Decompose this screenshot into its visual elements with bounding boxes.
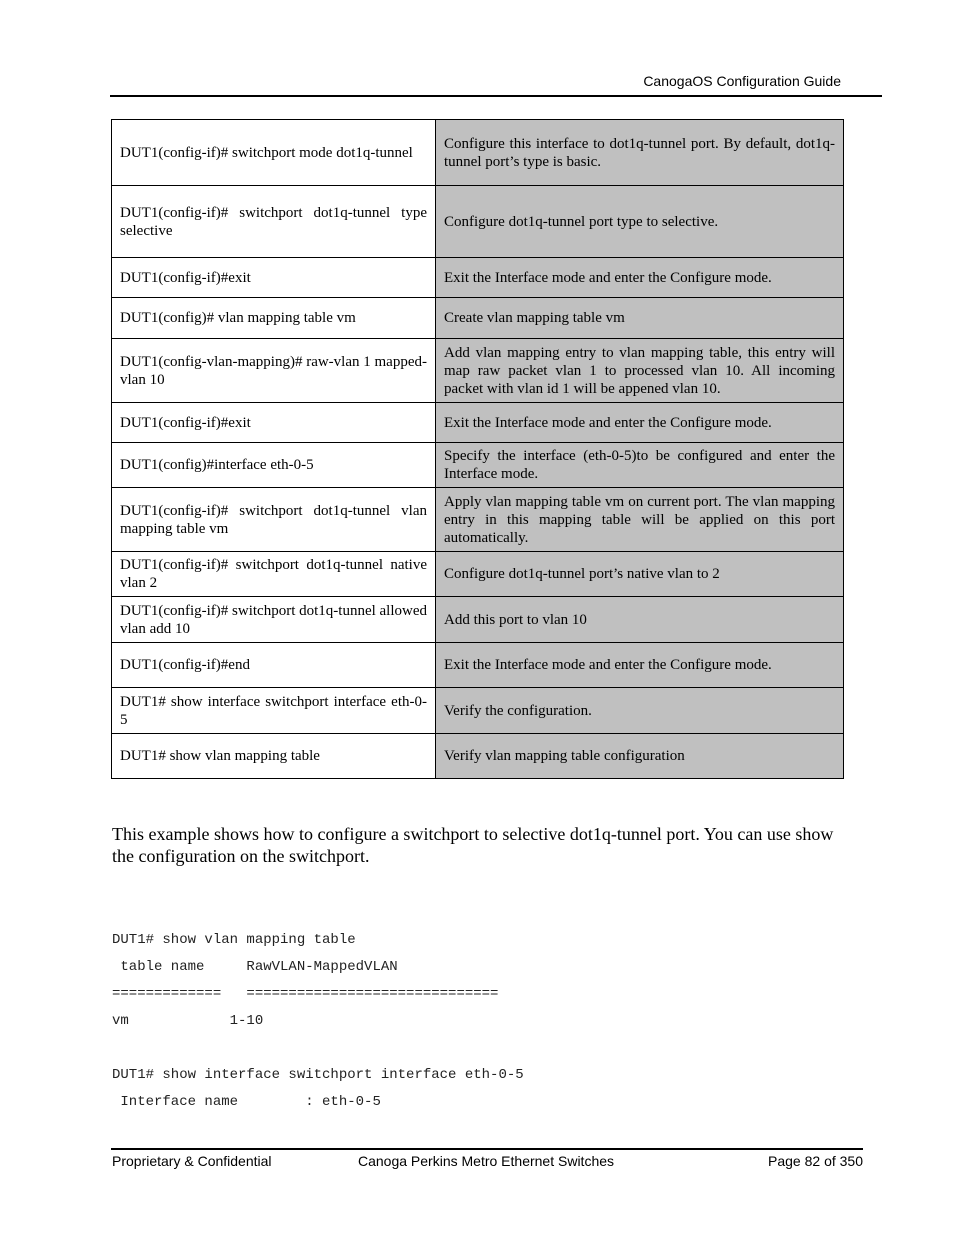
description-cell: Configure dot1q-tunnel port’s native vlan to 2 [436,552,844,597]
table-row [112,643,844,688]
footer-center: Canoga Perkins Metro Ethernet Switches [358,1153,615,1169]
command-cell: DUT1(config-if)#end [112,643,436,688]
description-cell: Exit the Interface mode and enter the Configure mode. [436,258,844,298]
cli-line: table name RawVLAN-MappedVLAN [112,959,398,975]
table-row [112,688,844,734]
description-cell: Configure dot1q-tunnel port type to selective. [436,186,844,258]
table-row [112,597,844,643]
table-row [112,488,844,552]
command-cell: DUT1(config-if)#exit [112,258,436,298]
command-cell: DUT1(config-if)# switchport mode dot1q-tunnel [112,120,436,186]
command-cell: DUT1# show vlan mapping table [112,734,436,779]
description-cell: Exit the Interface mode and enter the Configure mode. [436,403,844,443]
footer-rule [111,1148,863,1150]
table-row [112,186,844,258]
command-cell: DUT1(config)#interface eth-0-5 [112,443,436,488]
cli-line: DUT1# show vlan mapping table [112,932,356,948]
header-rule [110,95,882,97]
table-row [112,298,844,339]
table-row [112,443,844,488]
footer-left: Proprietary & Confidential [112,1153,272,1169]
description-cell: Verify the configuration. [436,688,844,734]
body-paragraph: This example shows how to configure a switchport to selective dot1q-tunnel port. You can use show the configuration on the switchport. [112,824,834,866]
description-cell: Add this port to vlan 10 [436,597,844,643]
description-cell: Configure this interface to dot1q-tunnel port. By default, dot1q-tunnel port’s type is basic. [436,120,844,186]
footer-page-number: Page 82 of 350 [768,1153,863,1169]
table-row [112,403,844,443]
command-cell: DUT1(config)# vlan mapping table vm [112,298,436,339]
command-cell: DUT1# show interface switchport interface eth-0-5 [112,688,436,734]
running-header-title: CanogaOS Configuration Guide [643,73,841,89]
command-cell: DUT1(config-if)#exit [112,403,436,443]
command-cell: DUT1(config-if)# switchport dot1q-tunnel allowed vlan add 10 [112,597,436,643]
description-cell: Exit the Interface mode and enter the Configure mode. [436,643,844,688]
command-cell: DUT1(config-if)# switchport dot1q-tunnel type selective [112,186,436,258]
description-cell: Verify vlan mapping table configuration [436,734,844,779]
cli-line: DUT1# show interface switchport interface eth-0-5 [112,1067,524,1083]
table-row [112,339,844,403]
description-cell: Specify the interface (eth-0-5)to be configured and enter the Interface mode. [436,443,844,488]
command-cell: DUT1(config-vlan-mapping)# raw-vlan 1 mapped-vlan 10 [112,339,436,403]
description-cell: Create vlan mapping table vm [436,298,844,339]
cli-line: ============= ============================== [112,986,499,1002]
table-row [112,734,844,779]
table-row [112,120,844,186]
cli-line: vm 1-10 [112,1013,264,1029]
table-row [112,258,844,298]
command-cell: DUT1(config-if)# switchport dot1q-tunnel vlan mapping table vm [112,488,436,552]
command-cell: DUT1(config-if)# switchport dot1q-tunnel native vlan 2 [112,552,436,597]
table-row [112,552,844,597]
description-cell: Apply vlan mapping table vm on current port. The vlan mapping entry in this mapping table will be applied on this port automatically. [436,488,844,552]
cli-line: Interface name : eth-0-5 [112,1094,381,1110]
description-cell: Add vlan mapping entry to vlan mapping table, this entry will map raw packet vlan 1 to processed vlan 10. All incoming packet with vlan id 1 will be appened vlan 10. [436,339,844,403]
command-table [111,119,844,779]
